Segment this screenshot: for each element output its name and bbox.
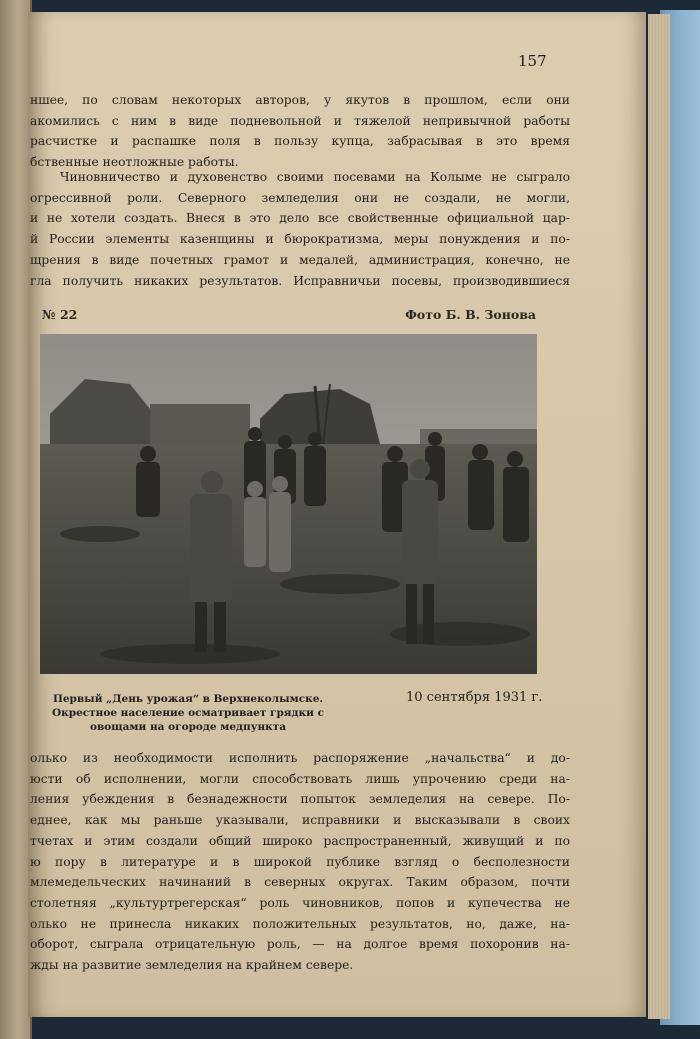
text-line: бственные неотложные работы.: [30, 155, 239, 170]
photo-illustration: [40, 334, 537, 674]
text-line: оборот, сыграла отрицательную роль, — на долгое время похоронив на-: [30, 937, 570, 952]
text-line: ления убеждения в безнадежности попыток земледелия на севере. По-: [30, 792, 570, 807]
photo-caption: [38, 692, 338, 734]
photo-date: 10 сентября 1931 г.: [406, 690, 543, 705]
text-line: Чиновничество и духовенство своими посевами на Колыме не сыграло: [60, 170, 570, 184]
text-line: тчетах и этим создали общий широко распространенный, живущий и по: [30, 833, 570, 848]
caption-line: Окрестное население осматривает грядки с: [52, 707, 324, 719]
text-line: щрения в виде почетных грамот и медалей, администрация, конечно, не: [30, 252, 570, 267]
text-line: акомились с ним в виде подневольной и тяжелой непривычной работы: [30, 113, 570, 128]
harvest-day-photo: [40, 334, 537, 674]
text-line: й России элементы казенщины и бюрократизма, меры понуждения и по-: [30, 232, 570, 247]
text-line: ншее, по словам некоторых авторов, у якутов в прошлом, если они: [30, 93, 570, 107]
photo-number: № 22: [42, 307, 78, 322]
text-line: огрессивной роли. Северного земледелия они не создали, не могли,: [30, 190, 570, 205]
paragraph-top: [30, 90, 570, 173]
text-line: олько не принесла никаких положительных результатов, но, даже, на-: [30, 916, 570, 931]
paragraph-bottom: [30, 748, 570, 976]
text-line: еднее, как мы раньше указывали, исправники и высказывали в своих: [30, 813, 570, 828]
photo-credit: Фото Б. В. Зонова: [405, 307, 536, 322]
text-line: млемедельческих начинаний в северных округах. Таким образом, почти: [30, 875, 570, 890]
text-line: юсти об исполнении, могли способствовать лишь упрочению среди на-: [30, 771, 570, 786]
caption-line: Первый „День урожая“ в Верхнеколымске.: [52, 693, 324, 705]
paragraph-officials: [30, 167, 570, 291]
caption-line: овощами на огороде медпункта: [89, 721, 287, 733]
text-line: гла получить никаких результатов. Исправничьи посевы, производившиеся: [30, 273, 570, 288]
book-page: [28, 12, 646, 1017]
page-number: 157: [518, 52, 547, 70]
text-line: и не хотели создать. Внеся в это дело все свойственные официальной цар-: [30, 211, 570, 226]
text-line: жды на развитие земледелия на крайнем севере.: [30, 958, 354, 973]
page-stack-edge: [648, 14, 670, 1019]
text-line: ю пору в литературе и в широкой публике взгляд о бесполезности: [30, 854, 570, 869]
text-line: столетняя „культуртрегерская“ роль чиновников, попов и купечества не: [30, 895, 570, 910]
text-line: олько из необходимости исполнить распоряжение „начальства“ и до-: [30, 751, 570, 765]
text-line: расчистке и распашке поля в пользу купца, забрасывая в это время: [30, 134, 570, 149]
